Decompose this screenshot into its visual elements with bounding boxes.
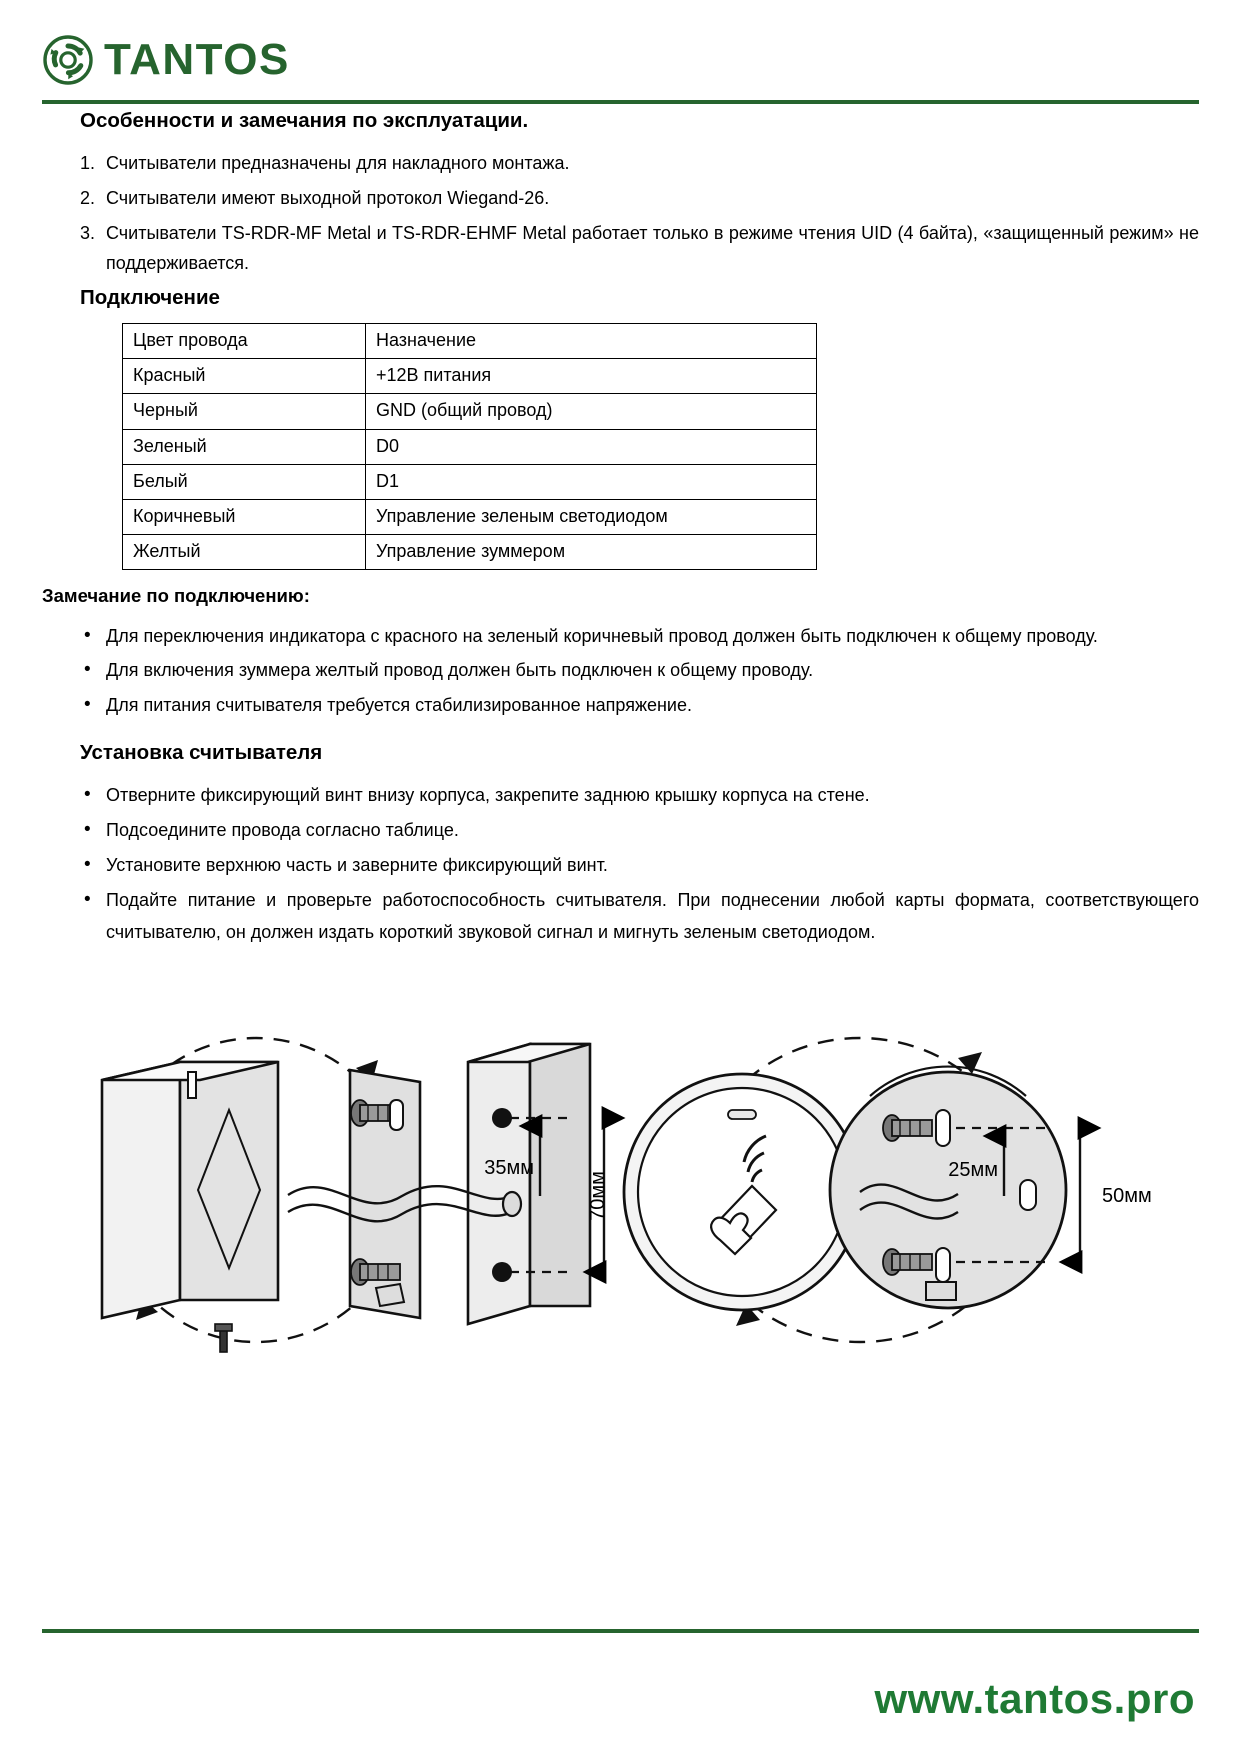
- table-cell-color: Белый: [123, 464, 366, 499]
- connection-notes-list: [42, 620, 1199, 722]
- table-cell-purpose: D0: [366, 429, 817, 464]
- rect-dim-offset-label: 35мм: [484, 1157, 534, 1179]
- table-cell-color: Черный: [123, 394, 366, 429]
- footer-website-url[interactable]: www.tantos.pro: [874, 1675, 1195, 1722]
- features-title: Особенности и замечания по эксплуатации.: [80, 109, 529, 132]
- list-item: • Для питания считывателя требуется стабилизированное напряжение.: [42, 689, 1199, 722]
- table-row: [123, 535, 817, 570]
- rect-reader-diagram: [102, 1038, 609, 1352]
- installation-title: Установка считывателя: [80, 740, 323, 764]
- table-cell-color: Коричневый: [123, 500, 366, 535]
- table-cell-purpose: Управление зуммером: [366, 535, 817, 570]
- tantos-recycle-icon: [42, 34, 94, 86]
- table-cell-purpose: Управление зеленым светодиодом: [366, 500, 817, 535]
- list-text: Считыватели TS-RDR-MF Metal и TS-RDR-EHMF Metal работает только в режиме чтения UID (4 байта), «защищенный режим» не поддерживается.: [106, 222, 1199, 274]
- header-divider: [42, 100, 1199, 104]
- table-row: [123, 429, 817, 464]
- list-item: [42, 183, 1199, 214]
- table-row: [123, 359, 817, 394]
- list-item: [42, 218, 1199, 280]
- footer-divider: [42, 1629, 1199, 1633]
- list-text: Считыватели предназначены для накладного монтажа.: [106, 152, 570, 173]
- table-header-row: [123, 324, 817, 359]
- installation-list: [42, 779, 1199, 949]
- list-item: • Подайте питание и проверьте работоспособность считывателя. При поднесении любой карты формата, соответствующего считывателю, он должен издать короткий звуковой сигнал и мигнуть зеленым светодиодом.: [42, 884, 1199, 950]
- table-header-cell: Назначение: [366, 324, 817, 359]
- table-header-cell: Цвет провода: [123, 324, 366, 359]
- brand-name: TANTOS: [104, 35, 290, 84]
- table-cell-color: Зеленый: [123, 429, 366, 464]
- list-number: 3.: [80, 222, 96, 243]
- table-cell-color: Красный: [123, 359, 366, 394]
- round-dim-height-label: 50мм: [1102, 1185, 1152, 1207]
- wiring-table: [122, 323, 817, 570]
- table-cell-purpose: GND (общий провод): [366, 394, 817, 429]
- features-list: [42, 148, 1199, 280]
- list-number: 2.: [80, 187, 96, 208]
- list-item: • Отверните фиксирующий винт внизу корпуса, закрепите заднюю крышку корпуса на стене.: [42, 779, 1199, 812]
- table-cell-purpose: D1: [366, 464, 817, 499]
- table-row: [123, 500, 817, 535]
- installation-figure: [60, 1000, 1180, 1380]
- table-cell-color: Желтый: [123, 535, 366, 570]
- list-item: • Подсоедините провода согласно таблице.: [42, 814, 1199, 847]
- tantos-logo: [42, 30, 1199, 90]
- table-row: [123, 464, 817, 499]
- page-header: [42, 30, 1199, 100]
- round-reader-diagram: [624, 1038, 1152, 1342]
- rect-dim-height-label: 70мм: [587, 1171, 609, 1221]
- connection-notes-title: Замечание по подключению:: [42, 585, 310, 607]
- round-dim-offset-label: 25мм: [948, 1159, 998, 1181]
- list-text: Считыватели имеют выходной протокол Wiegand-26.: [106, 187, 550, 208]
- list-item: • Для переключения индикатора с красного на зеленый коричневый провод должен быть подключен к общему проводу.: [42, 620, 1199, 653]
- list-item: • Для включения зуммера желтый провод должен быть подключен к общему проводу.: [42, 654, 1199, 687]
- connection-title: Подключение: [80, 286, 220, 310]
- table-row: [123, 394, 817, 429]
- page-content: [42, 108, 1199, 953]
- table-cell-purpose: +12В питания: [366, 359, 817, 394]
- list-number: 1.: [80, 152, 96, 173]
- list-item: [42, 148, 1199, 179]
- list-item: • Установите верхнюю часть и заверните фиксирующий винт.: [42, 849, 1199, 882]
